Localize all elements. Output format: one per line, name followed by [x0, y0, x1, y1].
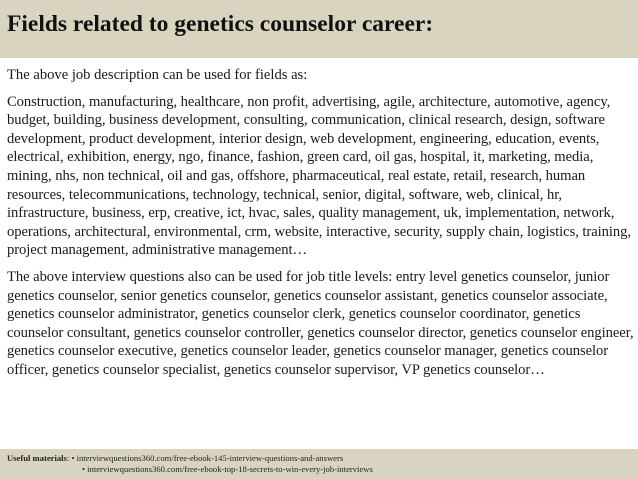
footer-link-2[interactable]: • interviewquestions360.com/free-ebook-top-18-secrets-to-win-every-job-interviews [82, 463, 373, 474]
slide-title: Fields related to genetics counselor career: [7, 11, 434, 37]
footer-label: Useful materials [7, 453, 67, 463]
useful-materials-footer [7, 453, 373, 474]
footer-line-1 [7, 453, 373, 464]
fields-paragraph: Construction, manufacturing, healthcare, non profit, advertising, agile, architecture, automotive, agency, budget, building, business development, consulting, communication, clinical research, design, software development, product development, interior design, web development, engineering, education, events, electrical, exhibition, energy, ngo, finance, fashion, green card, oil gas, hospital, it, marketing, media, mining, nhs, non technical, oil and gas, offshore, pharmaceutical, real estate, retail, research, human resources, telecommunications, technology, technical, senior, digital, software, web, clinical, hr, infrastructure, business, erp, creative, ict, hvac, sales, quality management, uk, implementation, network, operations, architectural, environmental, crm, website, interactive, security, supply chain, logistics, training, project management, administrative management… [7, 93, 631, 259]
job-levels-paragraph: The above interview questions also can be used for job title levels: entry level genetics counselor, junior genetics counselor, senior genetics counselor, genetics counselor assistant, genetics counselor associate, genetics counselor administrator, genetics counselor clerk, genetics counselor coordinator, genetics counselor consultant, genetics counselor controller, genetics counselor director, genetics counselor engineer, genetics counselor executive, genetics counselor leader, genetics counselor manager, genetics counselor officer, genetics counselor specialist, genetics counselor supervisor, VP genetics counselor… [7, 268, 634, 378]
footer-link-1[interactable]: : • interviewquestions360.com/free-ebook-145-interview-questions-and-answers [66, 453, 344, 463]
slide-body [7, 66, 635, 380]
intro-text: The above job description can be used for fields as: [7, 67, 308, 83]
